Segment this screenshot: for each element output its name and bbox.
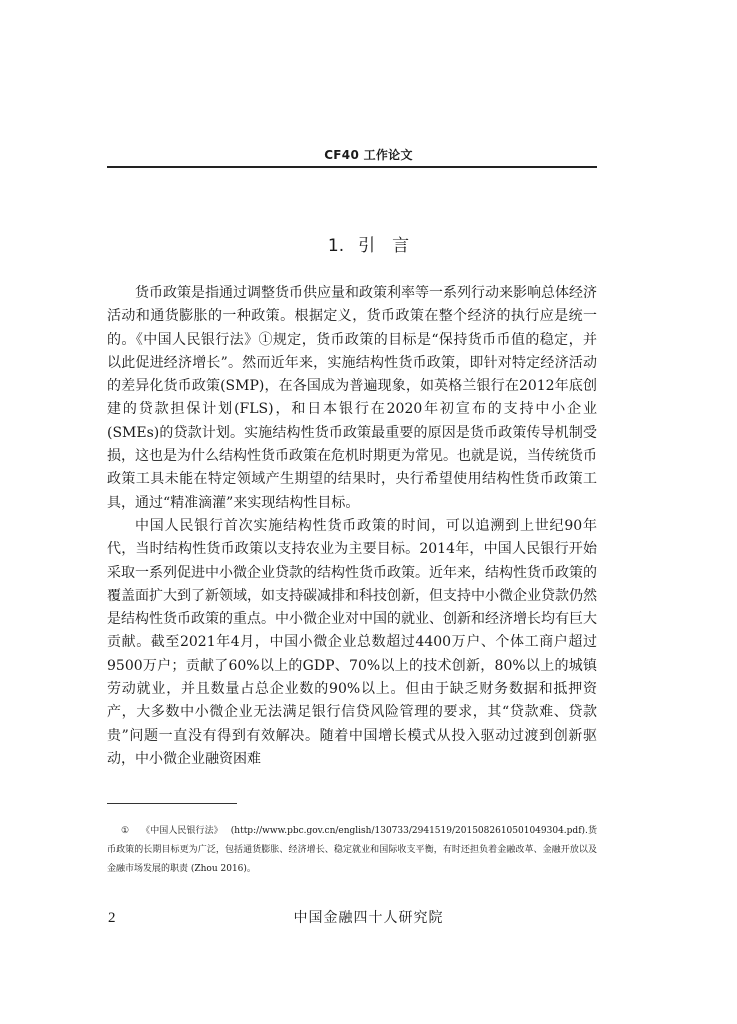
section-title: 引 言	[358, 236, 410, 256]
paragraph-1: 货币政策是指通过调整货币供应量和政策利率等一系列行动来影响总体经济活动和通货膨胀的一种政策。根据定义，货币政策在整个经济的执行应是统一的。《中国人民银行法》①规定，货币政策的目标是“保持货币币值的稳定，并以此促进经济增长”。然而近年来，实施结构性货币政策，即针对特定经济活动的差异化货币政策(SMP)，在各国成为普遍现象，如英格兰银行在2012年底创建的贷款担保计划(FLS)，和日本银行在2020年初宣布的支持中小企业(SMEs)的贷款计划。实施结构性货币政策最重要的原因是货币政策传导机制受损，这也是为什么结构性货币政策在危机时期更为常见。也就是说，当传统货币政策工具未能在特定领域产生期望的结果时，央行希望使用结构性货币政策工具，通过“精准滴灌”来实现结构性目标。	[107, 285, 597, 511]
section-heading	[0, 235, 737, 257]
page-number: 2	[108, 910, 116, 926]
footnote-title: 《中国人民银行法》	[141, 826, 223, 836]
paragraph-2: 中国人民银行首次实施结构性货币政策的时间，可以追溯到上世纪90年代，当时结构性货币政策以支持农业为主要目标。2014年，中国人民银行开始采取一系列促进中小微企业贷款的结构性货币政策。近年来，结构性货币政策的覆盖面扩大到了新领域，如支持碳减排和科技创新，但支持中小微企业贷款仍然是结构性货币政策的重点。中小微企业对中国的就业、创新和经济增长均有巨大贡献。截至2021年4月，中国小微企业总数超过4400万户、个体工商户超过9500万户；贡献了60%以上的GDP、70%以上的技术创新，80%以上的城镇劳动就业，并且数量占总企业数的90%以上。但由于缺乏财务数据和抵押资产，大多数中小微企业无法满足银行信贷风险管理的要求，其“贷款难、贷款贵”问题一直没有得到有效解决。随着中国增长模式从投入驱动过渡到创新驱动，中小微企业融资困难	[107, 517, 597, 767]
running-header-title: CF40 工作论文	[324, 148, 413, 162]
body-text	[107, 282, 597, 771]
footnote-mark: ①	[121, 826, 130, 836]
header-divider	[107, 166, 597, 168]
footer-organization: 中国金融四十人研究院	[293, 910, 444, 926]
section-number: 1.	[327, 236, 345, 256]
footnote-text: 货币政策的长期目标更为广泛，包括通货膨胀、经济增长、稳定就业和国际收支平衡，有时还担负着金融改革、金融开放以及金融市场发展的职责 (Zhou 2016)。	[107, 826, 597, 874]
footnote	[107, 822, 597, 879]
footnote-url: (http://www.pbc.gov.cn/english/130733/2941519/2015082610501049304.pdf).	[230, 826, 588, 836]
footnote-divider	[107, 803, 237, 804]
